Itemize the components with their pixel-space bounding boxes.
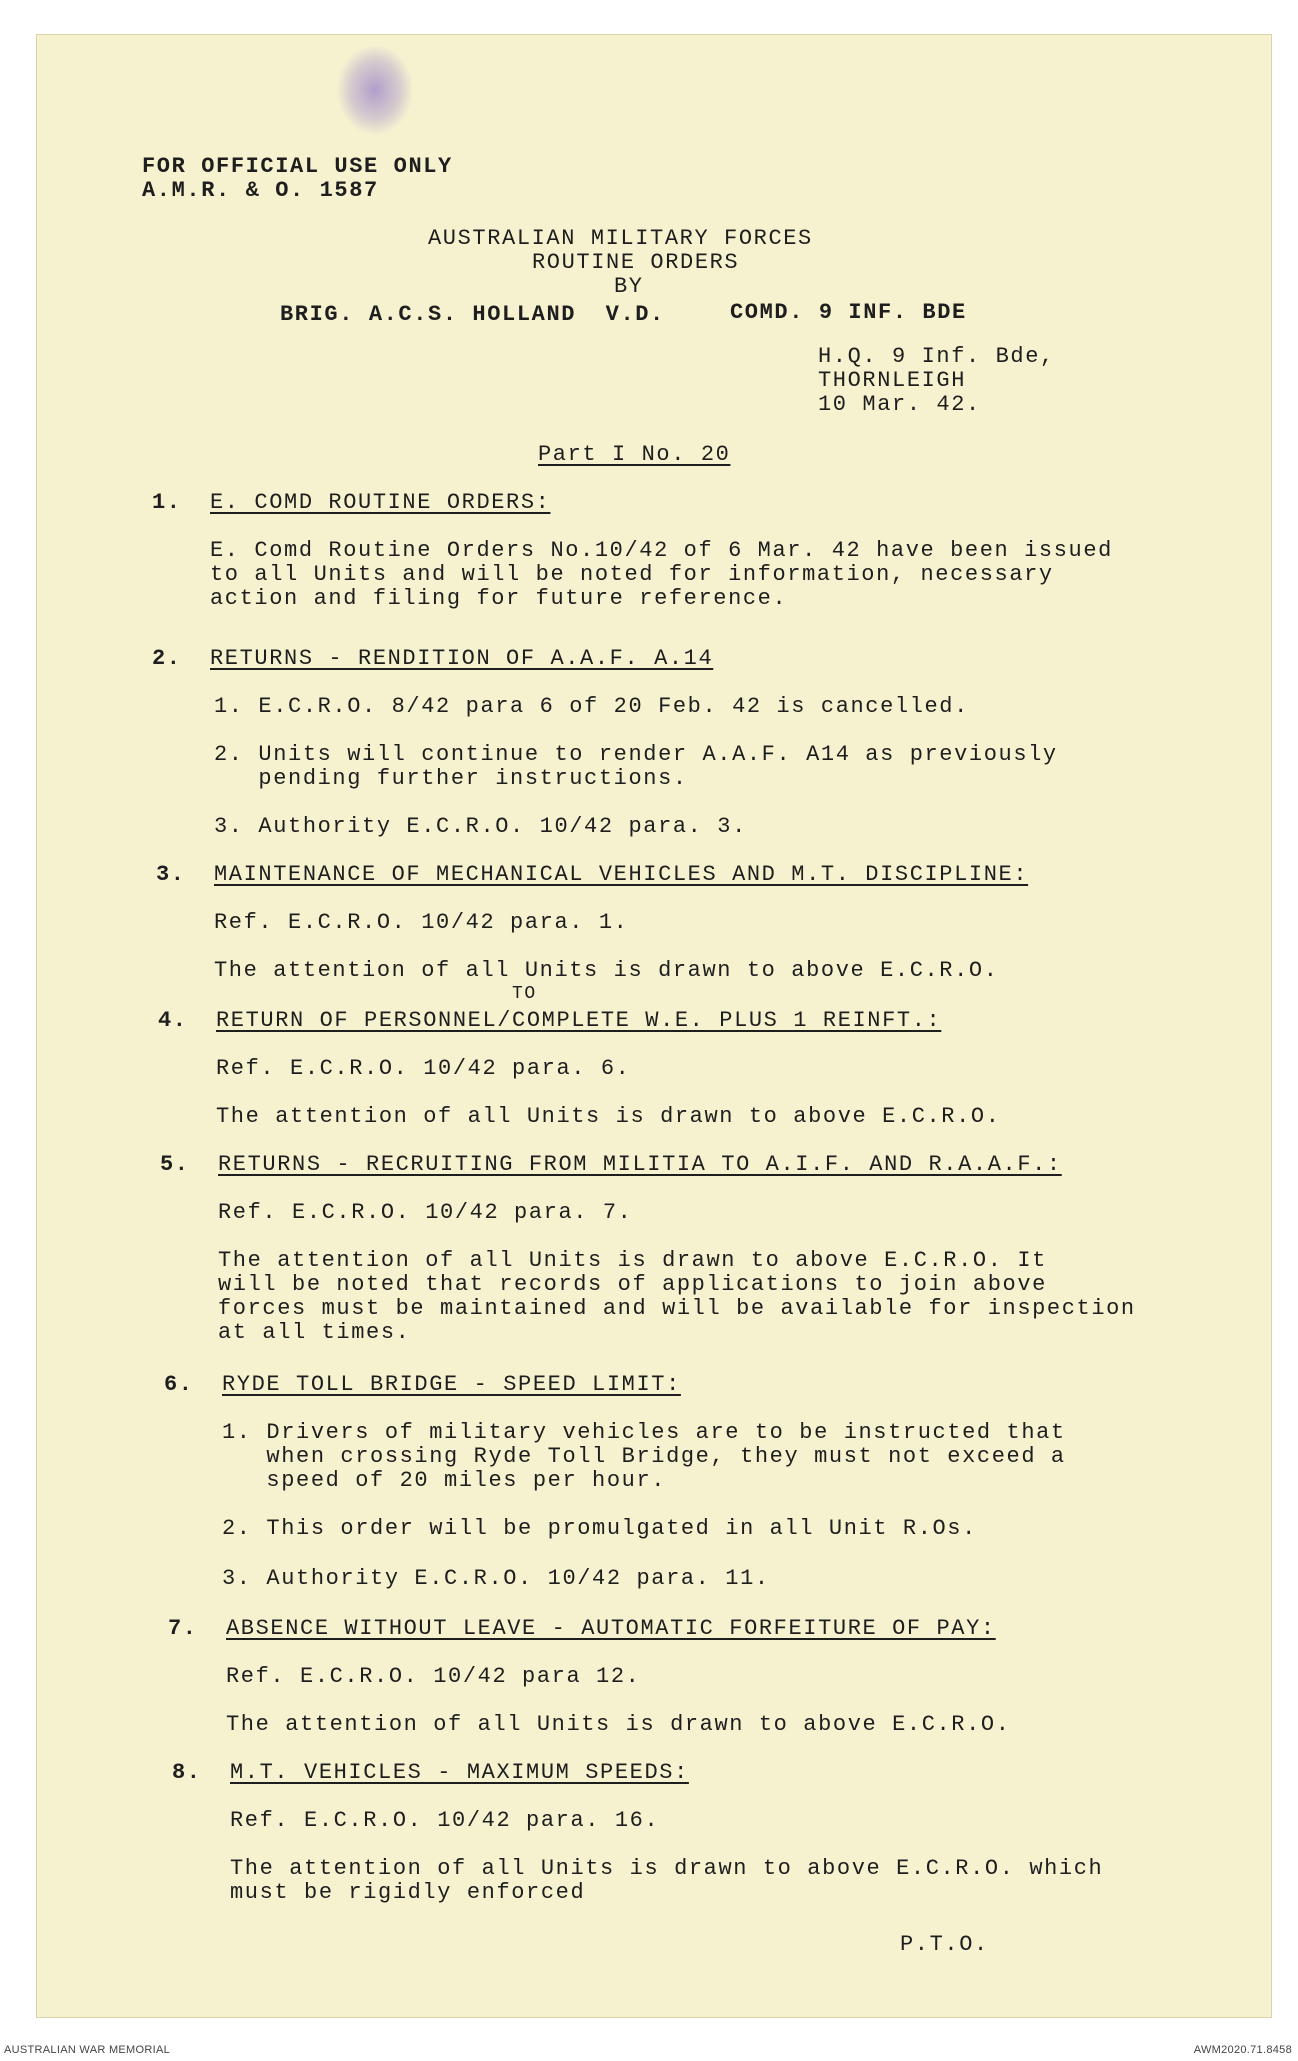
order-5-ref: Ref. E.C.R.O. 10/42 para. 7. [218, 1200, 633, 1225]
classification: FOR OFFICIAL USE ONLY [142, 154, 453, 179]
order-4-insert: TO [512, 984, 537, 1004]
order-3-note: The attention of all Units is drawn to above E.C.R.O. [214, 958, 999, 983]
pto: P.T.O. [900, 1932, 989, 1957]
order-6-sub: speed of 20 miles per hour. [222, 1468, 667, 1493]
order-1-line: action and filing for future reference. [210, 586, 788, 611]
order-5-heading: RETURNS - RECRUITING FROM MILITIA TO A.I.F. AND R.A.A.F.: [218, 1152, 1062, 1177]
order-2-sub: 3. Authority E.C.R.O. 10/42 para. 3. [214, 814, 747, 839]
hq-date: 10 Mar. 42. [818, 392, 981, 417]
amr-ref: A.M.R. & O. 1587 [142, 178, 379, 203]
org-title: AUSTRALIAN MILITARY FORCES [428, 226, 813, 251]
order-6-sub: 2. This order will be promulgated in all Unit R.Os. [222, 1516, 977, 1541]
fingerprint-stamp [336, 44, 414, 136]
order-4-num: 4. [158, 1008, 188, 1033]
by-label: BY [614, 274, 644, 299]
order-8-note: must be rigidly enforced [230, 1880, 586, 1905]
document-page [36, 34, 1272, 2018]
order-8-num: 8. [172, 1760, 202, 1785]
order-3-num: 3. [156, 862, 186, 887]
order-2-sub: 1. E.C.R.O. 8/42 para 6 of 20 Feb. 42 is cancelled. [214, 694, 969, 719]
order-6-num: 6. [164, 1372, 194, 1397]
order-2-sub: pending further instructions. [214, 766, 688, 791]
subtitle: ROUTINE ORDERS [532, 250, 740, 275]
order-2-heading: RETURNS - RENDITION OF A.A.F. A.14 [210, 646, 714, 671]
order-7-num: 7. [168, 1616, 198, 1641]
order-7-heading: ABSENCE WITHOUT LEAVE - AUTOMATIC FORFEITURE OF PAY: [226, 1616, 996, 1641]
order-7-note: The attention of all Units is drawn to above E.C.R.O. [226, 1712, 1011, 1737]
order-5-line: forces must be maintained and will be available for inspection [218, 1296, 1136, 1321]
order-4-heading: RETURN OF PERSONNEL/COMPLETE W.E. PLUS 1 REINFT.: [216, 1008, 942, 1033]
order-1-line: to all Units and will be noted for information, necessary [210, 562, 1054, 587]
order-1-num: 1. [152, 490, 182, 515]
order-6-sub: when crossing Ryde Toll Bridge, they must not exceed a [222, 1444, 1066, 1469]
order-8-heading: M.T. VEHICLES - MAXIMUM SPEEDS: [230, 1760, 689, 1785]
order-7-ref: Ref. E.C.R.O. 10/42 para 12. [226, 1664, 641, 1689]
order-5-line: The attention of all Units is drawn to above E.C.R.O. It [218, 1248, 1047, 1273]
order-1-heading: E. COMD ROUTINE ORDERS: [210, 490, 551, 515]
footer-left: AUSTRALIAN WAR MEMORIAL [4, 2044, 171, 2056]
order-3-heading: MAINTENANCE OF MECHANICAL VEHICLES AND M.T. DISCIPLINE: [214, 862, 1029, 887]
order-8-note: The attention of all Units is drawn to above E.C.R.O. which [230, 1856, 1104, 1881]
part-number: Part I No. 20 [538, 442, 731, 467]
order-4-note: The attention of all Units is drawn to above E.C.R.O. [216, 1104, 1001, 1129]
brigadier: BRIG. A.C.S. HOLLAND V.D. [280, 302, 665, 327]
order-6-sub: 1. Drivers of military vehicles are to be instructed that [222, 1420, 1066, 1445]
order-8-ref: Ref. E.C.R.O. 10/42 para. 16. [230, 1808, 660, 1833]
order-3-ref: Ref. E.C.R.O. 10/42 para. 1. [214, 910, 629, 935]
order-2-sub: 2. Units will continue to render A.A.F. A14 as previously [214, 742, 1058, 767]
order-2-num: 2. [152, 646, 182, 671]
order-5-line: will be noted that records of applications to join above [218, 1272, 1047, 1297]
order-1-line: E. Comd Routine Orders No.10/42 of 6 Mar. 42 have been issued [210, 538, 1113, 563]
order-4-ref: Ref. E.C.R.O. 10/42 para. 6. [216, 1056, 631, 1081]
order-6-heading: RYDE TOLL BRIDGE - SPEED LIMIT: [222, 1372, 681, 1397]
order-5-line: at all times. [218, 1320, 411, 1345]
order-5-num: 5. [160, 1152, 190, 1177]
command: COMD. 9 INF. BDE [730, 300, 967, 325]
footer-right: AWM2020.71.8458 [1193, 2044, 1292, 2056]
hq-line1: H.Q. 9 Inf. Bde, [818, 344, 1055, 369]
hq-line2: THORNLEIGH [818, 368, 967, 393]
order-6-sub: 3. Authority E.C.R.O. 10/42 para. 11. [222, 1566, 770, 1591]
